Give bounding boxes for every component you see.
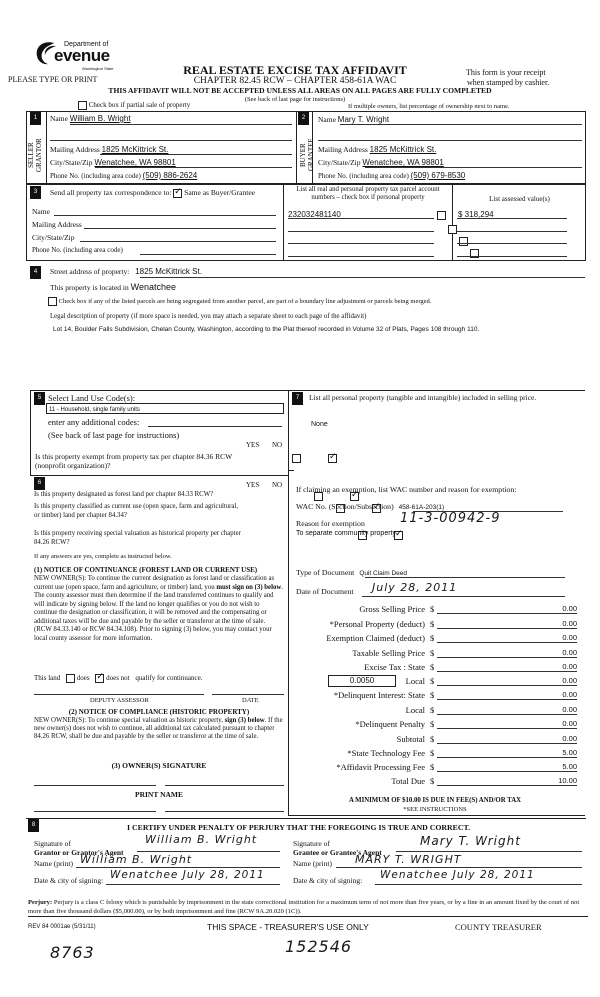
buyer-name-line-2 [318, 140, 582, 141]
parcel-personal-checkbox-2[interactable] [448, 225, 457, 234]
please-print-label: PLEASE TYPE OR PRINT [8, 75, 98, 84]
yes-header-5: YES [246, 441, 260, 449]
personal-property-deduct-field[interactable]: 0.00 [437, 619, 577, 629]
corr-city-label: City/State/Zip [32, 233, 75, 242]
does-not-qualify-checkbox[interactable] [95, 674, 104, 683]
personal-property-field[interactable]: None [311, 421, 328, 428]
corr-city-field[interactable] [80, 241, 276, 242]
grantee-name-field[interactable]: MARY T. WRIGHT [355, 853, 462, 866]
form-revision: REV 84 0001ae (5/31/11) [28, 924, 96, 930]
fee-row-total: Total Due $ 10.00 [391, 776, 577, 786]
continuance-title: (1) NOTICE OF CONTINUANCE (FOREST LAND OR CURRENT USE) [34, 566, 258, 574]
legal-description-field[interactable]: Lot 14, Boulder Falls Subdivision, Chelan County, Washington, according to the Plat thereof recorded in Volume 32 of Plats, Pages 108 through 110. [53, 326, 480, 333]
section-8-top-border [26, 818, 586, 819]
gross-selling-price-field[interactable]: 0.00 [437, 604, 577, 614]
if-yes-note: If any answers are yes, complete as instructed below. [34, 553, 172, 560]
section-4-badge: 4 [30, 266, 41, 279]
seller-city-line [95, 167, 292, 168]
corr-mailing-label: Mailing Address [32, 220, 82, 229]
grantor-name-field[interactable]: William B. Wright [80, 853, 193, 866]
corr-name-field[interactable] [54, 215, 276, 216]
parcel-number-field-2[interactable] [288, 231, 434, 232]
owner-signature-line-1[interactable] [34, 785, 156, 786]
land-use-instructions: (See back of last page for instructions) [48, 430, 180, 440]
doc-type-row: Type of Document Quit Claim Deed [296, 568, 407, 577]
receipt-note-2: when stamped by cashier. [467, 78, 550, 87]
land-use-selected-value: 11 - Household, single family units [49, 407, 140, 413]
seller-mailing-line [100, 154, 292, 155]
section-5-badge: 5 [34, 392, 45, 405]
grantee-date-field[interactable]: Wenatchee July 28, 2011 [380, 869, 535, 881]
parcel-header: List all real and personal property tax parcel account numbers – check box if personal property [296, 186, 440, 201]
yes-header-6: YES [246, 481, 260, 489]
same-as-buyer-checkbox[interactable] [173, 189, 182, 198]
segregated-row: Check box if any of the listed parcels are being segregated from another parcel, are part of a boundary line adjustment or parcels being merged. [48, 297, 588, 306]
grantee-signature-line [396, 851, 582, 852]
section-5-left-border [30, 390, 31, 475]
personal-property-label: List all personal property (tangible and intangible) included in selling price. [309, 393, 537, 402]
receipt-note-1: This form is your receipt [466, 68, 546, 77]
buyer-name-row: Name Mary T. Wright [318, 115, 390, 124]
doc-type-field[interactable]: Quit Claim Deed [359, 570, 407, 577]
section-1-2-divider [296, 111, 297, 184]
compliance-text: NEW OWNER(S): To continue special valuation as historic property, sign (3) below. If the new owner(s) does not wish to continue, all additional tax calculated pursuant to chapter 84.26 RCW, shall be due and payable by the seller or transferor at the time of sale. [34, 717, 283, 740]
fee-row-excise-state: Excise Tax : State $ 0.00 [364, 662, 577, 672]
print-name-label: PRINT NAME [135, 790, 183, 799]
fee-row-delinquent-penalty: *Delinquent Penalty $ 0.00 [355, 719, 577, 729]
seller-phone-field[interactable]: (509) 886-2624 [142, 171, 198, 180]
handwritten-case-number: 11-3-00942-9 [400, 511, 501, 526]
seller-mailing-row: Mailing Address 1825 McKittrick St. [50, 145, 169, 154]
owner-signature-line-2[interactable] [165, 785, 284, 786]
buyer-side-label: BUYER GRANTEE [299, 138, 315, 172]
seller-phone-row: Phone No. (including area code) (509) 886-2624 [50, 171, 198, 180]
section-6-badge: 6 [34, 477, 45, 490]
seller-side-divider [46, 111, 47, 184]
legal-description-label: Legal description of property (if more space is needed, you may attach a separate sheet to each page of the affidavit) [50, 313, 367, 320]
grantor-signature-line [137, 851, 280, 852]
seller-name-line-2 [50, 140, 292, 141]
parcel-number-field-4[interactable] [288, 256, 434, 257]
additional-codes-label: enter any additional codes: [48, 417, 140, 427]
land-use-select[interactable] [46, 403, 284, 414]
located-in-row: This property is located in Wenatchee [50, 282, 176, 292]
grantor-signature-label: Signature of Grantor or Grantor's Agent [34, 839, 124, 857]
additional-codes-field[interactable] [148, 426, 282, 427]
section-3-badge: 3 [30, 186, 41, 199]
seller-city-row: City/State/Zip Wenatchee, WA 98801 [50, 158, 176, 167]
seller-name-field[interactable]: William B. Wright [69, 114, 131, 123]
print-name-line-2[interactable] [165, 811, 284, 812]
this-land-row: This land does ✓ does not qualify for continuance. [34, 674, 202, 683]
section-8-badge: 8 [28, 819, 39, 832]
tax-rate-box[interactable]: 0.0050 [328, 675, 396, 687]
logo-state-text: Washington State [82, 66, 114, 71]
grantee-signature-field[interactable]: Mary T. Wright [420, 834, 521, 848]
print-name-line-1[interactable] [34, 811, 156, 812]
grantor-date-label: Date & city of signing: [34, 876, 104, 885]
owner-signature-title: (3) OWNER(S) SIGNATURE [111, 761, 207, 770]
certification-title: I CERTIFY UNDER PENALTY OF PERJURY THAT THE FOREGOING IS TRUE AND CORRECT. [127, 823, 471, 832]
section-7-bottom-border [288, 815, 585, 816]
see-back-note: (See back of last page for instructions) [244, 96, 346, 103]
dor-logo [34, 38, 119, 72]
total-due-field[interactable]: 10.00 [437, 776, 577, 786]
fee-row-subtotal: Subtotal $ 0.00 [396, 734, 577, 744]
corr-phone-label: Phone No. (including area code) [32, 246, 123, 254]
parcel-line-1 [288, 218, 434, 219]
see-instructions-note: *SEE INSTRUCTIONS [403, 806, 467, 813]
affidavit-processing-fee-field[interactable]: 5.00 [437, 762, 577, 772]
exempt-question: Is this property exempt from property tax per chapter 84.36 RCW (nonprofit organization)? [35, 452, 233, 470]
perjury-notice: Perjury: Perjury is a class C felony which is punishable by imprisonment in the state correctional institution for a maximum term of not more than five years, or by a fine in an amount fixed by the court of not more than five thousand dollars ($5,000.00), or by both imprisonment and fine (RCW 9A.20.020 (1C)). [28, 898, 588, 917]
deputy-date-label: DATE [242, 697, 259, 704]
form-title: REAL ESTATE EXCISE TAX AFFIDAVIT [183, 63, 407, 77]
county-treasurer-label: COUNTY TREASURER [455, 922, 542, 932]
section-7-badge: 7 [292, 392, 303, 405]
assessed-header: List assessed value(s) [489, 195, 550, 203]
doc-date-field[interactable]: July 28, 2011 [372, 581, 458, 594]
forest-land-question: Is this property designated as forest land per chapter 84.33 RCW? [34, 491, 214, 498]
buyer-city-field[interactable]: Wenatchee, WA 98801 [362, 158, 444, 167]
assessed-value-field-2[interactable] [457, 231, 567, 232]
grantee-date-line [375, 884, 582, 885]
buyer-city-line [365, 167, 582, 168]
excise-tax-local-field[interactable]: 0.00 [437, 676, 577, 686]
reason-label: Reason for exemption [296, 519, 365, 528]
delinquent-interest-local-field[interactable]: 0.00 [437, 705, 577, 715]
no-header-6: NO [272, 481, 283, 489]
minimum-due-note: A MINIMUM OF $10.00 IS DUE IN FEE(S) AND/OR TAX [348, 797, 522, 804]
continuance-text: NEW OWNER(S): To continue the current designation as forest land or classification as current use (open space, farm and agriculture, or timber) land, you must sign on (3) below. The county assessor must then determine if the land transferred continues to qualify and will indicate by signing below. If the land no longer qualifies or you do not wish to continue the designation or classification, it will be removed and the compensating or additional taxes will be due and payable by the seller or transferor at the time of sale. (RCW 84.33.140 or RCW 84.34.108). Prior to signing (3) below, you may contact your local county assessor for more information. [34, 575, 283, 642]
seller-name-row: Name William B. Wright [50, 114, 131, 123]
land-use-label: Select Land Use Code(s): [48, 393, 136, 403]
historic-question: Is this property receiving special valuation as historical property per chapter 84.26 RCW? [34, 530, 241, 546]
street-address-line [140, 277, 585, 278]
grantee-date-label: Date & city of signing: [293, 876, 363, 885]
logo-dept-text: Department of [64, 41, 109, 48]
exemption-claimed-field[interactable]: 0.00 [437, 633, 577, 643]
exempt-no-checkbox[interactable] [328, 454, 337, 463]
deputy-assessor-label: DEPUTY ASSESSOR [90, 697, 149, 704]
logo-revenue-text: evenue [54, 46, 110, 65]
handwritten-note-center: 152546 [285, 937, 353, 956]
reason-field[interactable]: To separate community property [296, 530, 396, 537]
assessed-line-1 [457, 218, 567, 219]
seller-side-label: SELLER GRANTOR [27, 138, 43, 172]
exemption-label: If claiming an exemption, list WAC number and reason for exemption: [296, 485, 517, 494]
corr-mailing-field[interactable] [84, 228, 276, 229]
excise-tax-state-field[interactable]: 0.00 [437, 662, 577, 672]
wac-row: WAC No. (Section/Subsection) 458-61A-203(1) [296, 502, 445, 511]
seller-city-field[interactable]: Wenatchee, WA 98801 [94, 158, 176, 167]
exempt-yes-checkbox[interactable] [292, 454, 301, 463]
grantor-signature-field[interactable]: William B. Wright [145, 833, 258, 846]
seller-name-line [70, 124, 292, 125]
current-use-question: Is this property classified as current use (open space, farm and agricultural, or timber) land per chapter 84.34? [34, 503, 239, 519]
located-in-field[interactable]: Wenatchee [130, 282, 176, 292]
buyer-phone-row: Phone No. (including area code) (509) 679-8530 [318, 171, 466, 180]
section-1-badge: 1 [30, 112, 41, 125]
buyer-city-row: City/State/Zip Wenatchee, WA 98801 [318, 158, 444, 167]
grantee-signature-label: Signature of Grantee or Grantee's Agent [293, 839, 382, 857]
assessed-value-field-3[interactable] [457, 243, 567, 244]
fee-row-delinquent-interest-state: *Delinquent Interest: State $ 0.00 [333, 690, 577, 700]
state-technology-fee-field[interactable]: 5.00 [437, 748, 577, 758]
delinquent-penalty-field[interactable]: 0.00 [437, 719, 577, 729]
grantee-name-label: Name (print) [293, 859, 332, 868]
partial-sale-checkbox[interactable] [78, 101, 87, 110]
delinquent-interest-state-field[interactable]: 0.00 [437, 690, 577, 700]
form-subtitle: CHAPTER 82.45 RCW – CHAPTER 458-61A WAC [193, 76, 397, 86]
no-header-5: NO [272, 441, 283, 449]
partial-sale-label: Check box if partial sale of property [88, 101, 191, 110]
street-address-row: Street address of property: 1825 McKittrick St. [50, 267, 202, 276]
street-address-field[interactable]: 1825 McKittrick St. [135, 267, 202, 276]
fee-row-excise-local: Local $ 0.00 [405, 676, 577, 686]
fee-row-processing-fee: *Affidavit Processing Fee $ 5.00 [336, 762, 577, 772]
assessed-value-field-4[interactable] [457, 256, 567, 257]
corr-phone-field[interactable] [140, 254, 276, 255]
acceptance-warning: THIS AFFIDAVIT WILL NOT BE ACCEPTED UNLESS ALL AREAS ON ALL PAGES ARE FULLY COMPLETED [108, 86, 492, 95]
section-5-6-right-border [288, 390, 289, 815]
corr-name-label: Name [32, 207, 50, 216]
doc-type-line [365, 577, 565, 578]
seller-mailing-field[interactable]: 1825 McKittrick St. [101, 145, 169, 154]
grantor-name-label: Name (print) [34, 859, 73, 868]
parcel-personal-checkbox-3[interactable] [459, 237, 468, 246]
parcel-number-field[interactable]: 232032481140 [288, 210, 341, 219]
fee-row-gross: Gross Selling Price $ 0.00 [359, 604, 577, 614]
buyer-phone-field[interactable]: (509) 679-8530 [410, 171, 466, 180]
fee-row-tech-fee: *State Technology Fee $ 5.00 [347, 748, 577, 758]
buyer-mailing-row: Mailing Address 1825 McKittrick St. [318, 145, 437, 154]
parcel-number-field-3[interactable] [288, 243, 434, 244]
multiple-owners-note: If multiple owners, list percentage of ownership next to name. [348, 103, 510, 110]
grantor-date-field[interactable]: Wenatchee July 28, 2011 [110, 869, 265, 881]
section-5-top-border [30, 390, 585, 391]
buyer-name-field[interactable]: Mary T. Wright [337, 115, 390, 124]
grantee-name-line [336, 867, 582, 868]
treasurer-use-label: THIS SPACE - TREASURER'S USE ONLY [207, 922, 369, 932]
fee-row-personal: *Personal Property (deduct) $ 0.00 [329, 619, 577, 629]
buyer-mailing-field[interactable]: 1825 McKittrick St. [369, 145, 437, 154]
compliance-title: (2) NOTICE OF COMPLIANCE (HISTORIC PROPERTY) [68, 708, 250, 716]
doc-date-label: Date of Document [296, 587, 354, 596]
doc-date-line [362, 596, 565, 597]
section-6-top-border [30, 475, 288, 476]
subtotal-field[interactable]: 0.00 [437, 734, 577, 744]
deputy-assessor-signature-line[interactable] [34, 694, 204, 695]
segregated-checkbox[interactable] [48, 297, 57, 306]
fee-row-exemption: Exemption Claimed (deduct) $ 0.00 [326, 633, 577, 643]
correspondence-row: Send all property tax correspondence to: ✓ Same as Buyer/Grantee [50, 188, 255, 198]
grantor-name-line [76, 867, 280, 868]
deputy-date-line[interactable] [212, 694, 284, 695]
does-qualify-checkbox[interactable] [66, 674, 75, 683]
fee-row-taxable: Taxable Selling Price $ 0.00 [352, 648, 577, 658]
buyer-name-line [340, 124, 582, 125]
fee-row-delinquent-interest-local: Local $ 0.00 [405, 705, 577, 715]
section-7-divider [288, 470, 294, 471]
assessed-value-field-1[interactable]: $ 318,294 [458, 210, 494, 219]
partial-sale-row [78, 101, 190, 110]
parcel-personal-checkbox-1[interactable] [437, 211, 446, 220]
handwritten-note-left: 8763 [50, 943, 95, 962]
wac-number-field[interactable]: 458-61A-203(1) [398, 504, 445, 511]
grantor-date-line [106, 884, 280, 885]
taxable-selling-price-field[interactable]: 0.00 [437, 648, 577, 658]
section-2-badge: 2 [298, 112, 309, 125]
